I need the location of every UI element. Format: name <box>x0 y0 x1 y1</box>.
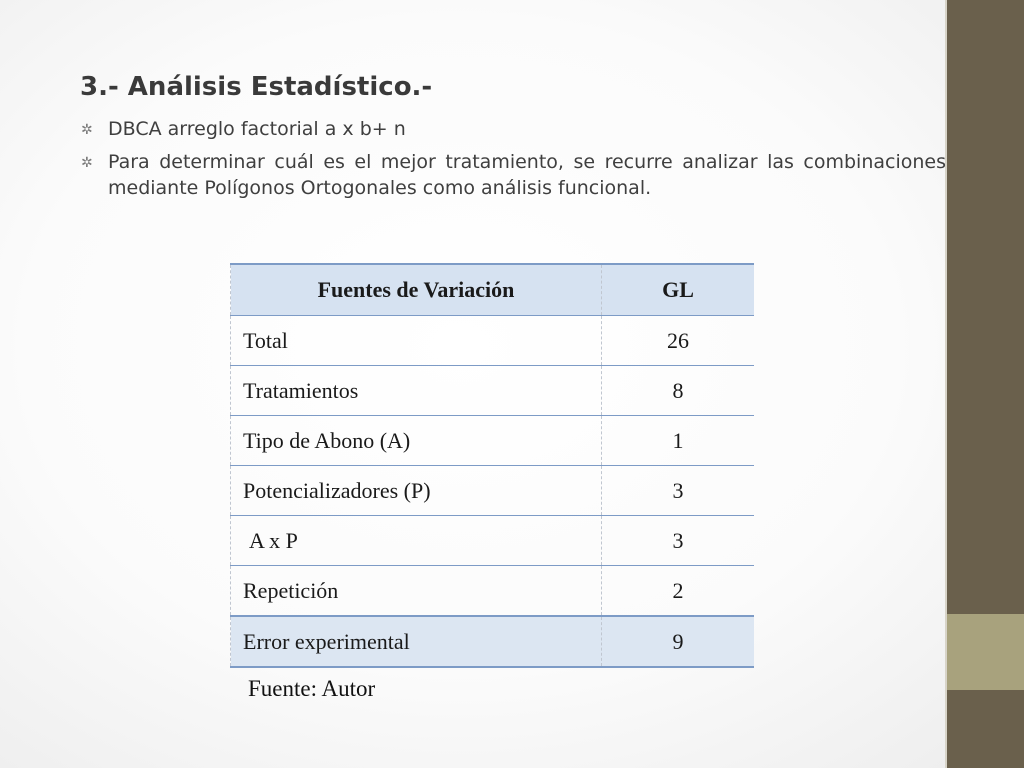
sidebar-accent-block <box>947 614 1024 690</box>
row-source: Tratamientos <box>231 366 602 416</box>
variance-table <box>230 263 754 668</box>
table-row <box>231 566 755 617</box>
table-row <box>231 316 755 366</box>
row-source: A x P <box>231 516 602 566</box>
row-gl: 1 <box>602 416 755 466</box>
table-row <box>231 366 755 416</box>
table-row <box>231 466 755 516</box>
header-gl: GL <box>602 264 755 316</box>
row-source: Potencializadores (P) <box>231 466 602 516</box>
table-row <box>231 416 755 466</box>
table-header-row <box>231 264 755 316</box>
asterisk-bullet-icon: ✲ <box>81 155 93 171</box>
row-source: Repetición <box>231 566 602 617</box>
table-row <box>231 516 755 566</box>
variance-table-container <box>230 263 752 668</box>
header-fuentes: Fuentes de Variación <box>231 264 602 316</box>
row-gl: 8 <box>602 366 755 416</box>
slide-title: 3.- Análisis Estadístico.- <box>80 72 433 102</box>
table-row <box>231 616 755 667</box>
row-gl: 2 <box>602 566 755 617</box>
row-gl: 3 <box>602 516 755 566</box>
row-gl: 3 <box>602 466 755 516</box>
row-source: Error experimental <box>231 616 602 667</box>
bullet-item <box>78 149 946 201</box>
bullet-list <box>78 116 946 208</box>
asterisk-bullet-icon: ✲ <box>81 122 93 138</box>
bullet-text: DBCA arreglo factorial a x b+ n <box>108 118 406 140</box>
row-source: Tipo de Abono (A) <box>231 416 602 466</box>
bullet-item <box>78 116 946 142</box>
row-gl: 9 <box>602 616 755 667</box>
row-gl: 26 <box>602 316 755 366</box>
table-source-note: Fuente: Autor <box>248 676 376 701</box>
row-source: Total <box>231 316 602 366</box>
bullet-text: Para determinar cuál es el mejor tratamiento, se recurre analizar las combinaciones mediante Polígonos Ortogonales como análisis funcional. <box>108 151 946 199</box>
